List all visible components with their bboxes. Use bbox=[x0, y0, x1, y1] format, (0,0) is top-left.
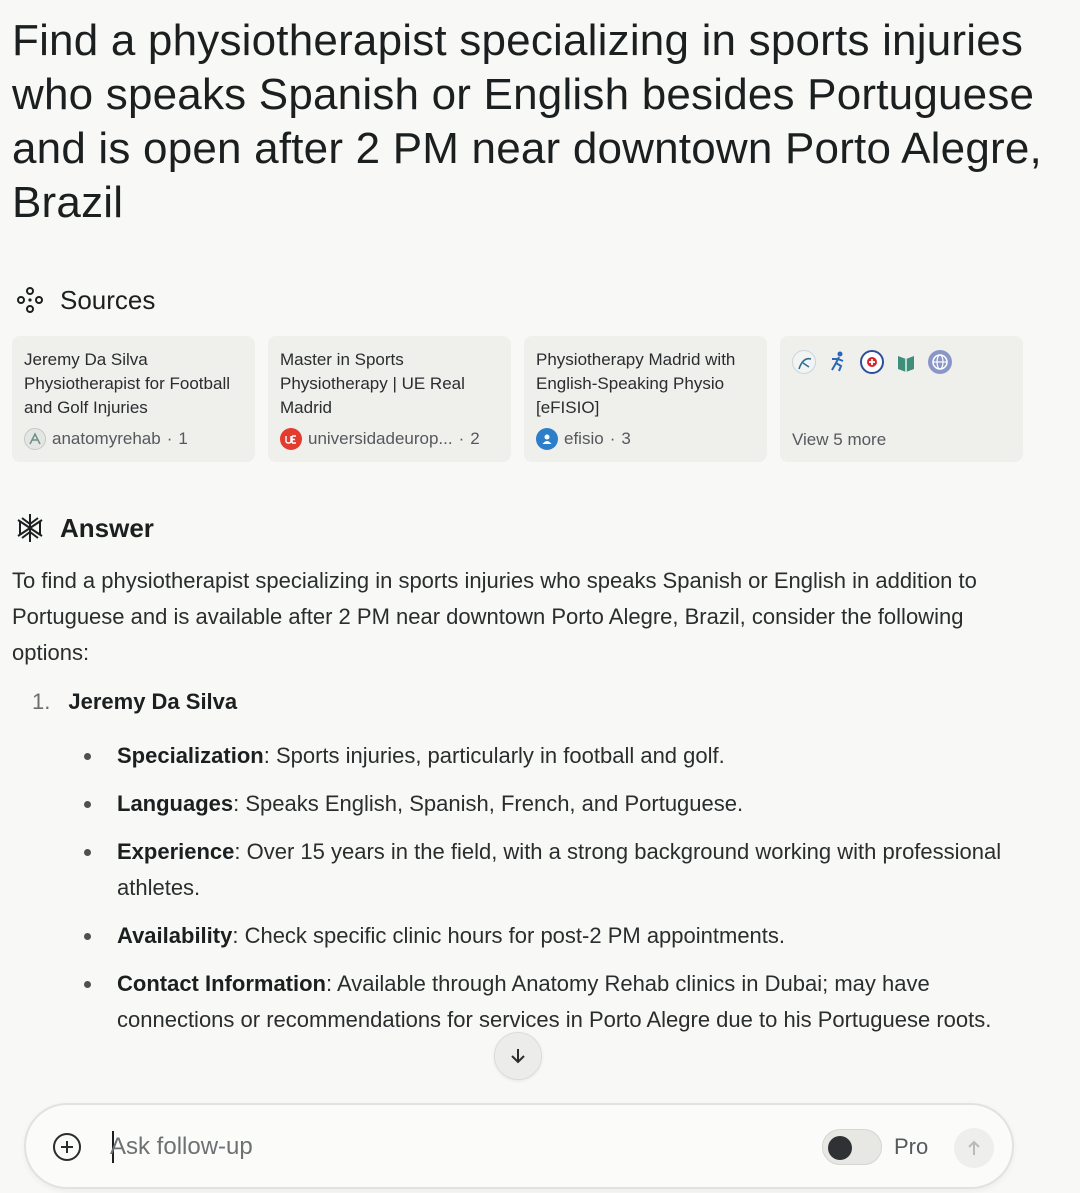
source-site: efisio bbox=[564, 429, 604, 448]
detail-text: : Available through Anatomy Rehab clinics in Dubai; may have connections or recommendations for services in Porto Alegre due to his Portuguese roots. bbox=[117, 971, 992, 1032]
list-number: 1. bbox=[32, 689, 51, 714]
detail-label: Contact Information bbox=[117, 971, 326, 996]
send-button[interactable] bbox=[954, 1128, 994, 1168]
detail-contact bbox=[84, 966, 1004, 1038]
detail-text: : Check specific clinic hours for post-2 PM appointments. bbox=[232, 923, 786, 948]
answer-label: Answer bbox=[60, 512, 154, 543]
answer-icon bbox=[14, 512, 46, 544]
list-item-heading bbox=[32, 684, 237, 720]
source-meta bbox=[24, 428, 188, 450]
detail-text: : Over 15 years in the field, with a strong background working with professional athletes. bbox=[117, 839, 1002, 900]
source-title: Physiotherapy Madrid with English-Speaking Physio [eFISIO] bbox=[536, 350, 736, 417]
list-item-name: Jeremy Da Silva bbox=[68, 689, 238, 714]
answer-heading bbox=[14, 512, 154, 544]
detail-label: Languages bbox=[117, 791, 234, 816]
source-index: 2 bbox=[470, 429, 480, 448]
anatomyrehab-icon bbox=[24, 428, 46, 450]
source-site: anatomyrehab bbox=[52, 429, 161, 448]
toggle-knob bbox=[828, 1136, 852, 1160]
source-site: universidadeurop... bbox=[308, 429, 453, 448]
more-sources-icons bbox=[792, 350, 1011, 374]
runner-icon bbox=[792, 350, 816, 374]
detail-text: : Sports injuries, particularly in football and golf. bbox=[263, 743, 725, 768]
followup-bar bbox=[24, 1103, 1014, 1189]
detail-label: Specialization bbox=[117, 743, 264, 768]
view-more-card[interactable] bbox=[780, 336, 1023, 462]
detail-label: Experience bbox=[117, 839, 235, 864]
ue-icon bbox=[280, 428, 302, 450]
source-index: 3 bbox=[621, 429, 631, 448]
view-more-link[interactable]: View 5 more bbox=[792, 430, 887, 449]
medical-cross-icon bbox=[860, 350, 884, 374]
detail-label: Availability bbox=[117, 923, 233, 948]
efisio-icon bbox=[536, 428, 558, 450]
detail-experience bbox=[84, 834, 1004, 906]
source-card-2[interactable] bbox=[268, 336, 511, 462]
plus-circle-icon[interactable] bbox=[52, 1132, 82, 1162]
detail-availability bbox=[84, 918, 1004, 954]
answer-intro: To find a physiotherapist specializing in sports injuries who speaks Spanish or English in addition to Portuguese and is available after 2 PM near downtown Porto Alegre, Brazil, consider the following options: bbox=[12, 568, 977, 665]
source-index: 1 bbox=[178, 429, 188, 448]
arrow-down-icon bbox=[508, 1046, 528, 1066]
source-sep: · bbox=[609, 429, 616, 448]
source-sep: · bbox=[166, 429, 173, 448]
source-card-1[interactable] bbox=[12, 336, 255, 462]
source-title: Master in Sports Physiotherapy | UE Real Madrid bbox=[280, 350, 465, 417]
arrow-up-icon bbox=[964, 1138, 984, 1158]
details-list bbox=[84, 738, 1004, 1050]
detail-specialization bbox=[84, 738, 1004, 774]
source-meta bbox=[280, 428, 480, 450]
source-sep: · bbox=[458, 429, 465, 448]
sources-heading bbox=[14, 284, 155, 316]
pro-toggle[interactable] bbox=[822, 1129, 882, 1165]
sources-icon bbox=[14, 284, 46, 316]
sources-list bbox=[12, 336, 1023, 462]
scroll-down-button[interactable] bbox=[494, 1032, 542, 1080]
detail-languages bbox=[84, 786, 1004, 822]
followup-input[interactable] bbox=[110, 1125, 790, 1169]
pro-label: Pro bbox=[894, 1134, 929, 1159]
figure-icon bbox=[826, 350, 850, 374]
source-card-3[interactable] bbox=[524, 336, 767, 462]
source-title: Jeremy Da Silva Physiotherapist for Football and Golf Injuries bbox=[24, 350, 230, 417]
sources-label: Sources bbox=[60, 284, 156, 315]
query-title: Find a physiotherapist specializing in sports injuries who speaks Spanish or English besides Portuguese and is open after 2 PM near downtown Porto Alegre, Brazil bbox=[12, 16, 1042, 227]
source-meta bbox=[536, 428, 631, 450]
globe-icon bbox=[928, 350, 952, 374]
detail-text: : Speaks English, Spanish, French, and Portuguese. bbox=[233, 791, 744, 816]
book-icon bbox=[894, 350, 918, 374]
